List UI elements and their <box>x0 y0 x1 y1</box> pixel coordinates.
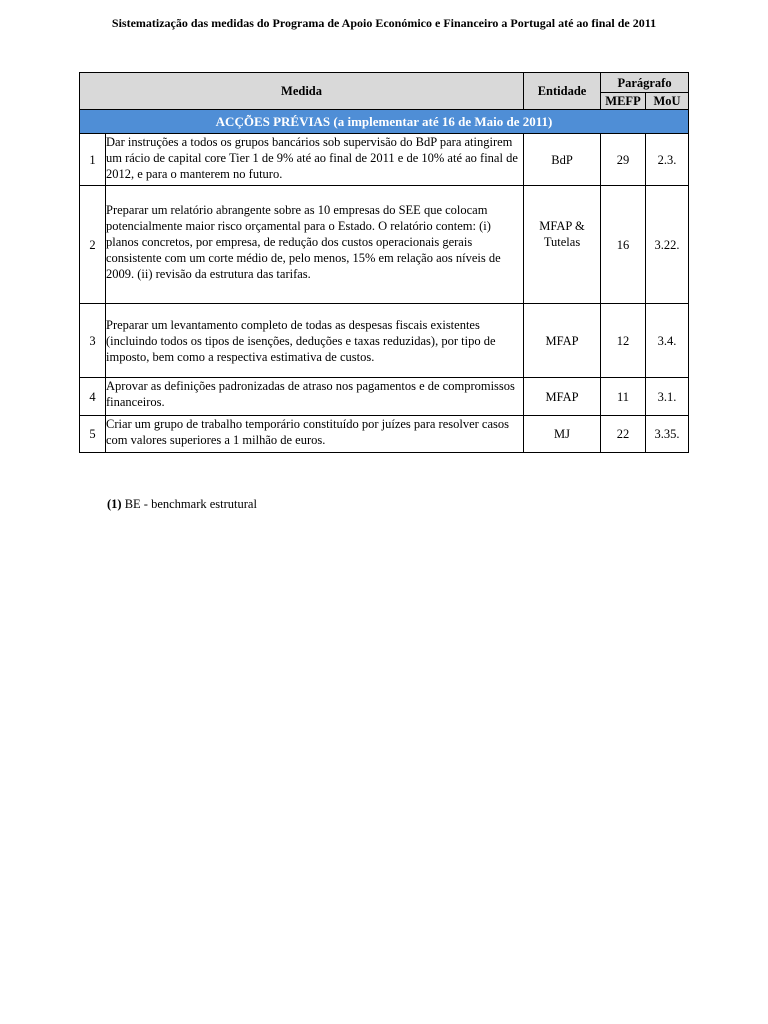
page-title: Sistematização das medidas do Programa de Apoio Económico e Financeiro a Portugal até ao final de 2011 <box>111 16 657 30</box>
row-measure: Preparar um levantamento completo de todas as despesas fiscais existentes (incluindo todos os tipos de isenções, deduções e taxas reduzidas), por tipo de imposto, bem como a respectiva estimativa de custos. <box>106 304 524 378</box>
row-number: 1 <box>80 134 106 186</box>
footnote-text: BE - benchmark estrutural <box>121 497 257 511</box>
table-row <box>80 186 689 304</box>
footnote-marker: (1) <box>107 497 122 511</box>
row-measure: Criar um grupo de trabalho temporário constituído por juízes para resolver casos com valores superiores a 1 milhão de euros. <box>106 416 524 453</box>
row-number: 2 <box>80 186 106 304</box>
row-mou: 3.35. <box>646 416 689 453</box>
header-mefp: MEFP <box>601 93 646 110</box>
header-mou: MoU <box>646 93 689 110</box>
table-row <box>80 134 689 186</box>
row-entity: MFAP & Tutelas <box>524 186 601 304</box>
row-entity: BdP <box>524 134 601 186</box>
row-mou: 3.22. <box>646 186 689 304</box>
row-number: 5 <box>80 416 106 453</box>
row-mou: 3.4. <box>646 304 689 378</box>
row-mefp: 11 <box>601 378 646 416</box>
section-row <box>80 110 689 134</box>
header-entity: Entidade <box>524 73 601 110</box>
row-measure: Aprovar as definições padronizadas de atraso nos pagamentos e de compromissos financeiros. <box>106 378 524 416</box>
row-number: 3 <box>80 304 106 378</box>
row-mefp: 29 <box>601 134 646 186</box>
table-row <box>80 378 689 416</box>
row-mefp: 12 <box>601 304 646 378</box>
footnote <box>107 497 257 512</box>
row-number: 4 <box>80 378 106 416</box>
header-paragraph: Parágrafo <box>601 73 689 93</box>
row-measure: Dar instruções a todos os grupos bancários sob supervisão do BdP para atingirem um rácio de capital core Tier 1 de 9% até ao final de 2011 e de 10% até ao final de 2012, e para o manterem no futuro. <box>106 134 524 186</box>
row-entity: MFAP <box>524 378 601 416</box>
row-entity: MJ <box>524 416 601 453</box>
header-measure: Medida <box>80 73 524 110</box>
row-mou: 3.1. <box>646 378 689 416</box>
row-measure: Preparar um relatório abrangente sobre as 10 empresas do SEE que colocam potencialmente maior risco orçamental para o Estado. O relatório contem: (i) planos concretos, por empresa, de redução dos custos operacionais gerais consistente com um corte médio de, pelo menos, 15% em relação aos níveis de 2009. (ii) revisão da estrutura das tarifas. <box>106 186 524 304</box>
section-title: ACÇÕES PRÉVIAS (a implementar até 16 de Maio de 2011) <box>80 110 689 134</box>
row-entity: MFAP <box>524 304 601 378</box>
row-mefp: 22 <box>601 416 646 453</box>
row-mefp: 16 <box>601 186 646 304</box>
table-row <box>80 416 689 453</box>
row-mou: 2.3. <box>646 134 689 186</box>
measures-table <box>79 72 689 453</box>
table-row <box>80 304 689 378</box>
